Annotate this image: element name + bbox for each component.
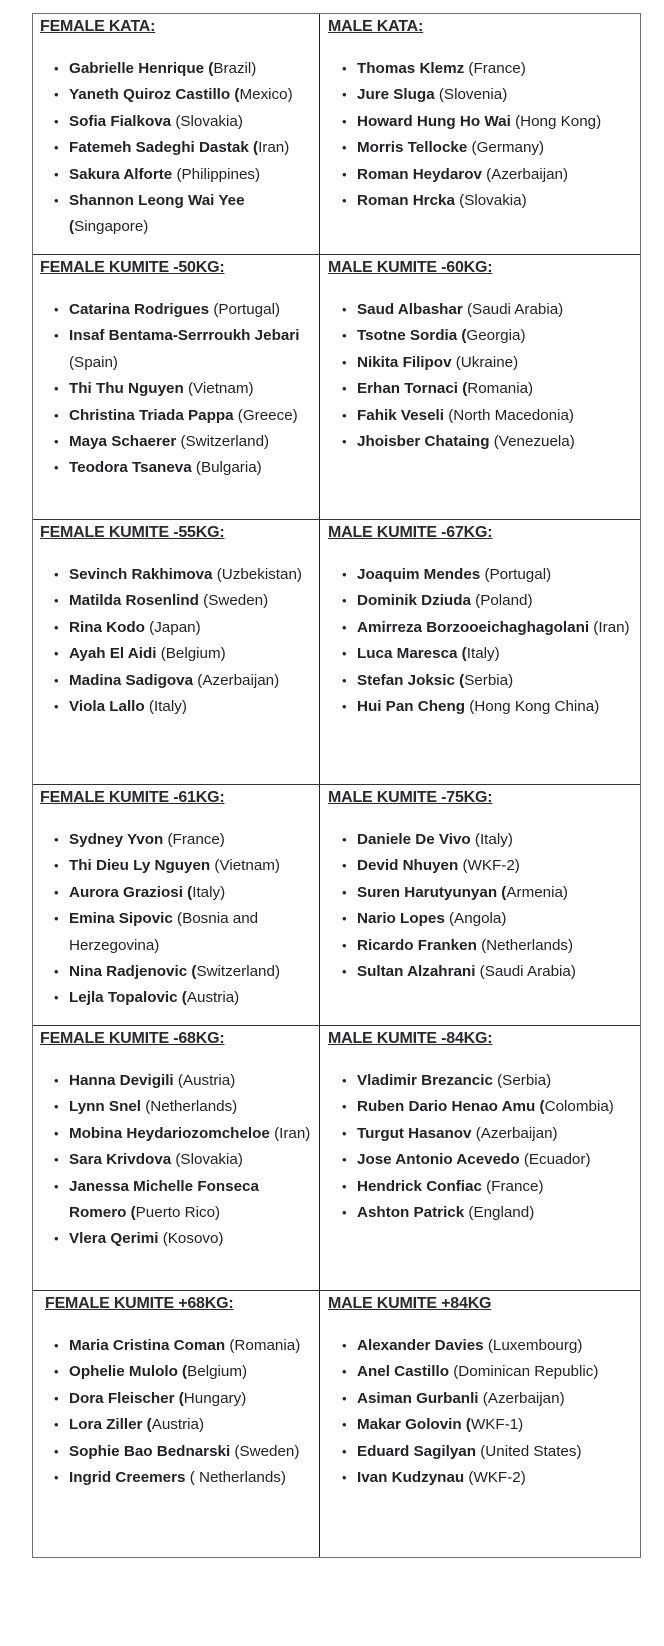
athlete-name: Ingrid Creemers xyxy=(69,1469,186,1487)
athlete-name: Lejla Topalovic ( xyxy=(69,989,187,1007)
athlete-country: (Saudi Arabia) xyxy=(475,963,576,981)
athlete-name: Hendrick Confiac xyxy=(357,1177,482,1195)
list-item xyxy=(342,588,634,614)
athlete-name: Luca Maresca ( xyxy=(357,645,467,663)
athlete-name: Erhan Tornaci ( xyxy=(357,380,468,398)
athlete-country: (Philippines) xyxy=(172,165,261,183)
list-item xyxy=(342,1333,634,1359)
athlete-country: (Netherlands) xyxy=(141,1098,238,1116)
athlete-country: Brazil) xyxy=(213,60,257,77)
athlete-country: (Slovenia) xyxy=(434,86,508,104)
athlete-country: (Azerbaijan) xyxy=(481,165,569,183)
athlete-name: Thi Dieu Ly Nguyen xyxy=(69,857,211,875)
female-category-cell xyxy=(33,785,320,1025)
athlete-name: Joaquim Mendes xyxy=(357,566,481,583)
athlete-country: (France) xyxy=(163,831,225,848)
athlete-list xyxy=(328,562,634,720)
athlete-name: Lynn Snel xyxy=(69,1098,142,1116)
female-category-cell xyxy=(33,1291,320,1557)
list-item xyxy=(342,1386,634,1412)
athlete-country: (Vietnam) xyxy=(210,857,280,875)
athlete-country: (Portugal) xyxy=(209,301,280,318)
list-item xyxy=(54,1412,313,1438)
athlete-country: Serbia) xyxy=(464,671,514,689)
list-item xyxy=(342,135,634,161)
athlete-list xyxy=(40,56,313,241)
athlete-name: Matilda Rosenlind xyxy=(69,592,199,610)
list-item xyxy=(342,56,634,82)
athlete-country: Hungary) xyxy=(183,1389,247,1407)
athlete-name: Howard Hung Ho Wai xyxy=(357,112,511,130)
list-item xyxy=(342,323,634,349)
athlete-name: Hanna Devigili xyxy=(69,1072,174,1089)
athlete-country: ( Netherlands) xyxy=(185,1469,286,1487)
athlete-country: (Iran) xyxy=(269,1124,311,1142)
athlete-country: (Venezuela) xyxy=(489,433,575,451)
list-item xyxy=(54,82,313,108)
athlete-name: Devid Nhuyen xyxy=(357,857,459,875)
athlete-name: Ashton Patrick xyxy=(357,1204,465,1222)
athlete-country: (Vietnam) xyxy=(183,380,254,398)
list-item xyxy=(342,162,634,188)
category-heading: FEMALE KUMITE -50KG: xyxy=(40,259,225,276)
list-item xyxy=(342,641,634,667)
athlete-name: Nario Lopes xyxy=(357,910,445,928)
category-heading: FEMALE KUMITE +68KG: xyxy=(45,1295,234,1312)
female-category-cell xyxy=(33,520,320,784)
athlete-country: WKF-1) xyxy=(470,1416,524,1434)
athlete-country: (Romania) xyxy=(225,1337,301,1354)
list-item xyxy=(54,959,313,985)
athlete-country: (France) xyxy=(464,60,526,77)
athlete-name: Amirreza Borzooeichaghagolani xyxy=(357,618,590,636)
list-item xyxy=(342,82,634,108)
list-item xyxy=(54,880,313,906)
athlete-name: Alexander Davies xyxy=(357,1337,484,1354)
list-item xyxy=(342,1200,634,1226)
athlete-country: Belgium) xyxy=(187,1363,248,1381)
athlete-name: Sofia Fialkova xyxy=(69,112,172,130)
list-item xyxy=(342,1121,634,1147)
list-item xyxy=(54,985,313,1011)
athlete-country: (Sweden) xyxy=(230,1442,300,1460)
list-item xyxy=(54,906,313,959)
athlete-country: (England) xyxy=(464,1204,535,1222)
list-item xyxy=(342,615,634,641)
athlete-name: Jose Antonio Acevedo xyxy=(357,1151,520,1169)
athlete-name: Morris Tellocke xyxy=(357,139,468,157)
athlete-list xyxy=(40,827,313,1012)
list-item xyxy=(54,588,313,614)
list-item xyxy=(342,1174,634,1200)
athlete-country: (Azerbaijan) xyxy=(193,671,280,689)
athlete-country: Singapore) xyxy=(74,218,149,236)
athlete-name: Sara Krivdova xyxy=(69,1151,172,1169)
list-item xyxy=(54,641,313,667)
athlete-country: (North Macedonia) xyxy=(443,406,574,424)
list-item xyxy=(54,1226,313,1252)
athlete-name: Emina Sipovic xyxy=(69,910,173,928)
athlete-name: Catarina Rodrigues xyxy=(69,301,210,318)
list-item xyxy=(342,853,634,879)
list-item xyxy=(54,1068,313,1094)
list-item xyxy=(54,1465,313,1491)
list-item xyxy=(54,615,313,641)
list-item xyxy=(342,1147,634,1173)
category-heading: FEMALE KUMITE -68KG: xyxy=(40,1030,225,1047)
list-item xyxy=(342,188,634,214)
list-item xyxy=(54,1121,313,1147)
athlete-list xyxy=(40,1333,313,1491)
list-item xyxy=(54,162,313,188)
athlete-list xyxy=(328,827,634,985)
athlete-list xyxy=(328,1068,634,1226)
list-item xyxy=(342,297,634,323)
list-item xyxy=(342,429,634,455)
athlete-name: Vladimir Brezancic xyxy=(357,1072,493,1089)
male-category-cell xyxy=(320,14,640,254)
male-category-cell xyxy=(320,520,640,784)
list-item xyxy=(342,1465,634,1491)
athlete-country: Georgia) xyxy=(466,327,526,345)
category-heading: MALE KUMITE -60KG: xyxy=(328,259,493,276)
athlete-country: (Uzbekistan) xyxy=(212,566,302,583)
athlete-name: Sevinch Rakhimova xyxy=(69,566,213,583)
athlete-country: (United States) xyxy=(476,1442,582,1460)
table-row xyxy=(33,14,640,254)
athlete-name: Dora Fleischer ( xyxy=(69,1389,184,1407)
athlete-country: Armenia) xyxy=(506,883,568,901)
athlete-name: Sydney Yvon xyxy=(69,831,164,848)
athlete-name: Thomas Klemz xyxy=(357,60,465,77)
list-item xyxy=(54,562,313,588)
athlete-country: (Azerbaijan) xyxy=(471,1124,558,1142)
athlete-country: (Hong Kong China) xyxy=(465,698,600,716)
athlete-name: Maria Cristina Coman xyxy=(69,1337,226,1354)
athlete-name: Shannon Leong Wai Yee ( xyxy=(69,192,245,236)
athlete-list xyxy=(328,297,634,455)
athlete-country: Austria) xyxy=(151,1416,205,1434)
female-category-cell xyxy=(33,1026,320,1290)
athlete-name: Asiman Gurbanli xyxy=(357,1389,479,1407)
athlete-country: (Poland) xyxy=(470,592,533,610)
list-item xyxy=(342,1094,634,1120)
list-item xyxy=(54,323,313,376)
female-category-cell xyxy=(33,255,320,519)
list-item xyxy=(54,1147,313,1173)
athlete-list xyxy=(328,56,634,214)
category-heading: MALE KATA: xyxy=(328,18,424,35)
list-item xyxy=(342,403,634,429)
list-item xyxy=(54,1094,313,1120)
athlete-country: Iran) xyxy=(258,139,290,157)
category-heading: MALE KUMITE -84KG: xyxy=(328,1030,493,1047)
athlete-table xyxy=(32,13,641,1558)
athlete-country: Colombia) xyxy=(544,1098,614,1116)
athlete-country: (Japan) xyxy=(144,618,201,636)
athlete-country: (Bulgaria) xyxy=(191,459,262,477)
list-item xyxy=(54,403,313,429)
list-item xyxy=(342,1068,634,1094)
athlete-country: (Italy) xyxy=(144,698,187,716)
athlete-country: (Slovakia) xyxy=(171,112,243,130)
list-item xyxy=(54,376,313,402)
athlete-country: (Iran) xyxy=(589,618,630,636)
athlete-name: Teodora Tsaneva xyxy=(69,459,192,477)
athlete-country: (Netherlands) xyxy=(476,936,574,954)
athlete-country: (Ukraine) xyxy=(451,353,519,371)
athlete-name: Ayah El Aidi xyxy=(69,645,157,663)
athlete-country: Italy) xyxy=(466,645,500,663)
athlete-name: Nina Radjenovic ( xyxy=(69,963,197,981)
athlete-country: (Saudi Arabia) xyxy=(462,301,564,318)
athlete-name: Vlera Qerimi xyxy=(69,1230,159,1248)
list-item xyxy=(342,827,634,853)
athlete-name: Saud Albashar xyxy=(357,301,463,318)
list-item xyxy=(342,933,634,959)
category-heading: FEMALE KUMITE -55KG: xyxy=(40,524,225,541)
list-item xyxy=(54,1333,313,1359)
athlete-name: Insaf Bentama-Serrroukh Jebari xyxy=(69,327,300,345)
athlete-list xyxy=(328,1333,634,1491)
athlete-country: (WKF-2) xyxy=(464,1469,526,1487)
athlete-name: Mobina Heydariozomcheloe xyxy=(69,1124,270,1142)
athlete-country: Austria) xyxy=(186,989,240,1007)
athlete-name: Turgut Hasanov xyxy=(357,1124,472,1142)
list-item xyxy=(342,1412,634,1438)
athlete-country: (Greece) xyxy=(233,406,298,424)
athlete-country: (Angola) xyxy=(444,910,507,928)
male-category-cell xyxy=(320,1291,640,1557)
athlete-country: Italy) xyxy=(192,883,226,901)
list-item xyxy=(54,1359,313,1385)
athlete-country: (Switzerland) xyxy=(176,433,270,451)
category-heading: MALE KUMITE -75KG: xyxy=(328,789,493,806)
athlete-country: (Azerbaijan) xyxy=(478,1389,565,1407)
list-item xyxy=(342,959,634,985)
category-heading: FEMALE KUMITE -61KG: xyxy=(40,789,225,806)
athlete-country: (Luxembourg) xyxy=(483,1337,583,1354)
athlete-country: (Hong Kong) xyxy=(510,112,602,130)
athlete-name: Janessa Michelle Fonseca Romero ( xyxy=(69,1177,259,1222)
athlete-name: Suren Harutyunyan ( xyxy=(357,883,507,901)
athlete-country: (Serbia) xyxy=(492,1072,552,1089)
athlete-name: Stefan Joksic ( xyxy=(357,671,465,689)
athlete-name: Hui Pan Cheng xyxy=(357,698,466,716)
athlete-name: Thi Thu Nguyen xyxy=(69,380,184,398)
athlete-name: Gabrielle Henrique ( xyxy=(69,60,214,77)
category-heading: MALE KUMITE -67KG: xyxy=(328,524,493,541)
athlete-country: (France) xyxy=(481,1177,544,1195)
list-item xyxy=(342,694,634,720)
list-item xyxy=(342,1439,634,1465)
athlete-list xyxy=(40,562,313,720)
athlete-list xyxy=(40,1068,313,1253)
list-item xyxy=(54,1439,313,1465)
athlete-name: Ricardo Franken xyxy=(357,936,477,954)
table-row xyxy=(33,1290,640,1557)
category-heading: FEMALE KATA: xyxy=(40,18,156,35)
athlete-name: Rina Kodo xyxy=(69,618,145,636)
table-row xyxy=(33,254,640,519)
list-item xyxy=(54,694,313,720)
list-item xyxy=(54,135,313,161)
list-item xyxy=(342,562,634,588)
list-item xyxy=(54,1174,313,1227)
athlete-country: (Austria) xyxy=(173,1072,236,1089)
athlete-name: Sophie Bao Bednarski xyxy=(69,1442,231,1460)
athlete-country: (Ecuador) xyxy=(519,1151,591,1169)
athlete-country: (Bosnia and Herzegovina) xyxy=(69,910,259,954)
list-item xyxy=(54,853,313,879)
athlete-name: Fahik Veseli xyxy=(357,406,444,424)
athlete-name: Tsotne Sordia ( xyxy=(357,327,467,345)
athlete-country: (Italy) xyxy=(470,831,513,848)
list-item xyxy=(342,906,634,932)
athlete-name: Ruben Dario Henao Amu ( xyxy=(357,1098,545,1116)
athlete-name: Yaneth Quiroz Castillo ( xyxy=(69,86,240,104)
athlete-name: Makar Golovin ( xyxy=(357,1416,471,1434)
list-item xyxy=(342,1359,634,1385)
list-item xyxy=(342,109,634,135)
athlete-country: (Dominican Republic) xyxy=(449,1363,599,1381)
female-category-cell xyxy=(33,14,320,254)
athlete-name: Jhoisber Chataing xyxy=(357,433,490,451)
list-item xyxy=(54,1386,313,1412)
athlete-country: (Spain) xyxy=(69,353,118,371)
athlete-name: Daniele De Vivo xyxy=(357,831,471,848)
athlete-country: (Belgium) xyxy=(156,645,226,663)
list-item xyxy=(54,109,313,135)
list-item xyxy=(342,376,634,402)
male-category-cell xyxy=(320,785,640,1025)
table-row xyxy=(33,784,640,1025)
athlete-name: Lora Ziller ( xyxy=(69,1416,152,1434)
table-row xyxy=(33,519,640,784)
list-item xyxy=(54,188,313,241)
athlete-name: Viola Lallo xyxy=(69,698,145,716)
athlete-name: Sakura Alforte xyxy=(69,165,173,183)
athlete-country: Romania) xyxy=(467,380,534,398)
athlete-name: Ivan Kudzynau xyxy=(357,1469,465,1487)
athlete-name: Fatemeh Sadeghi Dastak ( xyxy=(69,139,259,157)
athlete-country: Mexico) xyxy=(239,86,293,104)
male-category-cell xyxy=(320,255,640,519)
athlete-name: Christina Triada Pappa xyxy=(69,406,234,424)
category-heading: MALE KUMITE +84KG xyxy=(328,1295,492,1312)
list-item xyxy=(54,297,313,323)
list-item xyxy=(342,668,634,694)
athlete-country: (Sweden) xyxy=(198,592,269,610)
athlete-name: Sultan Alzahrani xyxy=(357,963,476,981)
list-item xyxy=(54,455,313,481)
athlete-country: Puerto Rico) xyxy=(135,1204,221,1222)
athlete-name: Ophelie Mulolo ( xyxy=(69,1363,188,1381)
athlete-country: (Kosovo) xyxy=(158,1230,224,1248)
list-item xyxy=(54,56,313,82)
list-item xyxy=(54,827,313,853)
athlete-name: Dominik Dziuda xyxy=(357,592,471,610)
list-item xyxy=(342,350,634,376)
athlete-country: (WKF-2) xyxy=(458,857,520,875)
athlete-name: Maya Schaerer xyxy=(69,433,177,451)
table-row xyxy=(33,1025,640,1290)
athlete-name: Aurora Graziosi ( xyxy=(69,883,193,901)
athlete-country: (Slovakia) xyxy=(454,192,527,210)
athlete-name: Jure Sluga xyxy=(357,86,435,104)
athlete-country: (Slovakia) xyxy=(171,1151,243,1169)
athlete-list xyxy=(40,297,313,482)
athlete-name: Anel Castillo xyxy=(357,1363,449,1381)
male-category-cell xyxy=(320,1026,640,1290)
athlete-name: Eduard Sagilyan xyxy=(357,1442,477,1460)
list-item xyxy=(342,880,634,906)
athlete-name: Roman Hrcka xyxy=(357,192,455,210)
athlete-name: Madina Sadigova xyxy=(69,671,194,689)
athlete-country: (Portugal) xyxy=(480,566,552,583)
list-item xyxy=(54,429,313,455)
athlete-country: (Germany) xyxy=(467,139,545,157)
list-item xyxy=(54,668,313,694)
athlete-name: Nikita Filipov xyxy=(357,353,452,371)
athlete-name: Roman Heydarov xyxy=(357,165,482,183)
athlete-country: Switzerland) xyxy=(196,963,280,981)
